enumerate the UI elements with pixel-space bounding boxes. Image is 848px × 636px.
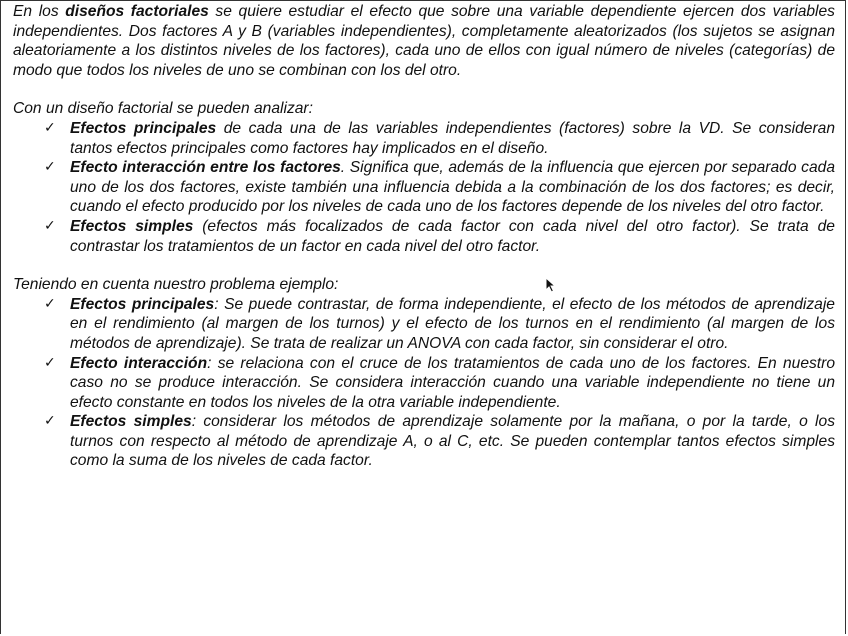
spacer <box>13 256 835 275</box>
checkmark-icon: ✓ <box>44 295 56 312</box>
document-body <box>13 2 835 471</box>
list-item <box>44 217 835 256</box>
list-item <box>44 354 835 413</box>
checkmark-icon: ✓ <box>44 119 56 136</box>
intro-text-rest: se quiere estudiar el efecto que sobre una variable dependiente ejercen dos variables independientes. Dos factores A y B (variables independientes), completamente aleatorizados (los sujetos se asignan aleatoriamente a los distintos niveles de los factores), cada uno de ellos con igual número de niveles (categorías) de modo que todos los niveles de uno se combinan con los del otro. <box>13 3 835 79</box>
intro-text-start: En los <box>13 3 66 20</box>
intro-term: diseños factoriales <box>65 3 209 20</box>
list-item <box>44 412 835 471</box>
checkmark-icon: ✓ <box>44 354 56 371</box>
item-text: : considerar los métodos de aprendizaje solamente por la mañana, o por la tarde, o los turnos con respecto al método de aprendizaje A, o al C, etc. Se pueden contemplar tantos efectos simples como la suma de los niveles de cada factor. <box>70 413 835 470</box>
checkmark-icon: ✓ <box>44 159 56 176</box>
section2-heading: Teniendo en cuenta nuestro problema ejemplo: <box>13 276 339 294</box>
section1-heading: Con un diseño factorial se pueden analizar: <box>13 100 313 118</box>
item-term: Efecto interacción entre los factores <box>70 159 341 177</box>
list-item <box>44 119 835 158</box>
spacer <box>13 80 835 99</box>
item-text: . Significa que, además de la influencia que ejercen por separado cada uno de los dos factores, existe también una influencia debida a la combinación de los dos factores; es decir, cuando el efecto producido por los niveles de cada uno de los factores depende de los niveles del otro factor. <box>70 159 835 216</box>
item-text: (efectos más focalizados de cada factor con cada nivel del otro factor). Se trata de contrastar los tratamientos de un factor en cada nivel del otro factor. <box>70 217 835 255</box>
mouse-pointer-icon <box>545 277 557 293</box>
item-text: de cada una de las variables independientes (factores) sobre la VD. Se consideran tantos efectos principales como factores hay implicados en el diseño. <box>70 119 835 157</box>
item-term: Efectos simples <box>70 413 192 431</box>
list-item <box>44 158 835 217</box>
checkmark-icon: ✓ <box>44 217 56 234</box>
section1-list <box>13 119 835 256</box>
item-term: Efectos principales <box>70 295 215 313</box>
list-item <box>44 295 835 354</box>
section2-list <box>13 295 835 471</box>
item-text: : se relaciona con el cruce de los tratamientos de cada uno de los factores. En nuestro caso no se produce interacción. Se considera interacción cuando una variable independiente no tiene un efecto constante en todos los niveles de la otra variable independiente. <box>70 354 835 411</box>
item-text: : Se puede contrastar, de forma independiente, el efecto de los métodos de aprendizaje en el rendimiento (al margen de los turnos) y el efecto de los turnos en el rendimiento (al margen de los métodos de aprendizaje). Se trata de realizar un ANOVA con cada factor, sin considerar el otro. <box>70 295 835 352</box>
item-term: Efecto interacción <box>70 354 208 372</box>
item-term: Efectos principales <box>70 119 217 137</box>
item-term: Efectos simples <box>70 217 194 235</box>
intro-paragraph <box>13 2 835 80</box>
checkmark-icon: ✓ <box>44 413 56 430</box>
